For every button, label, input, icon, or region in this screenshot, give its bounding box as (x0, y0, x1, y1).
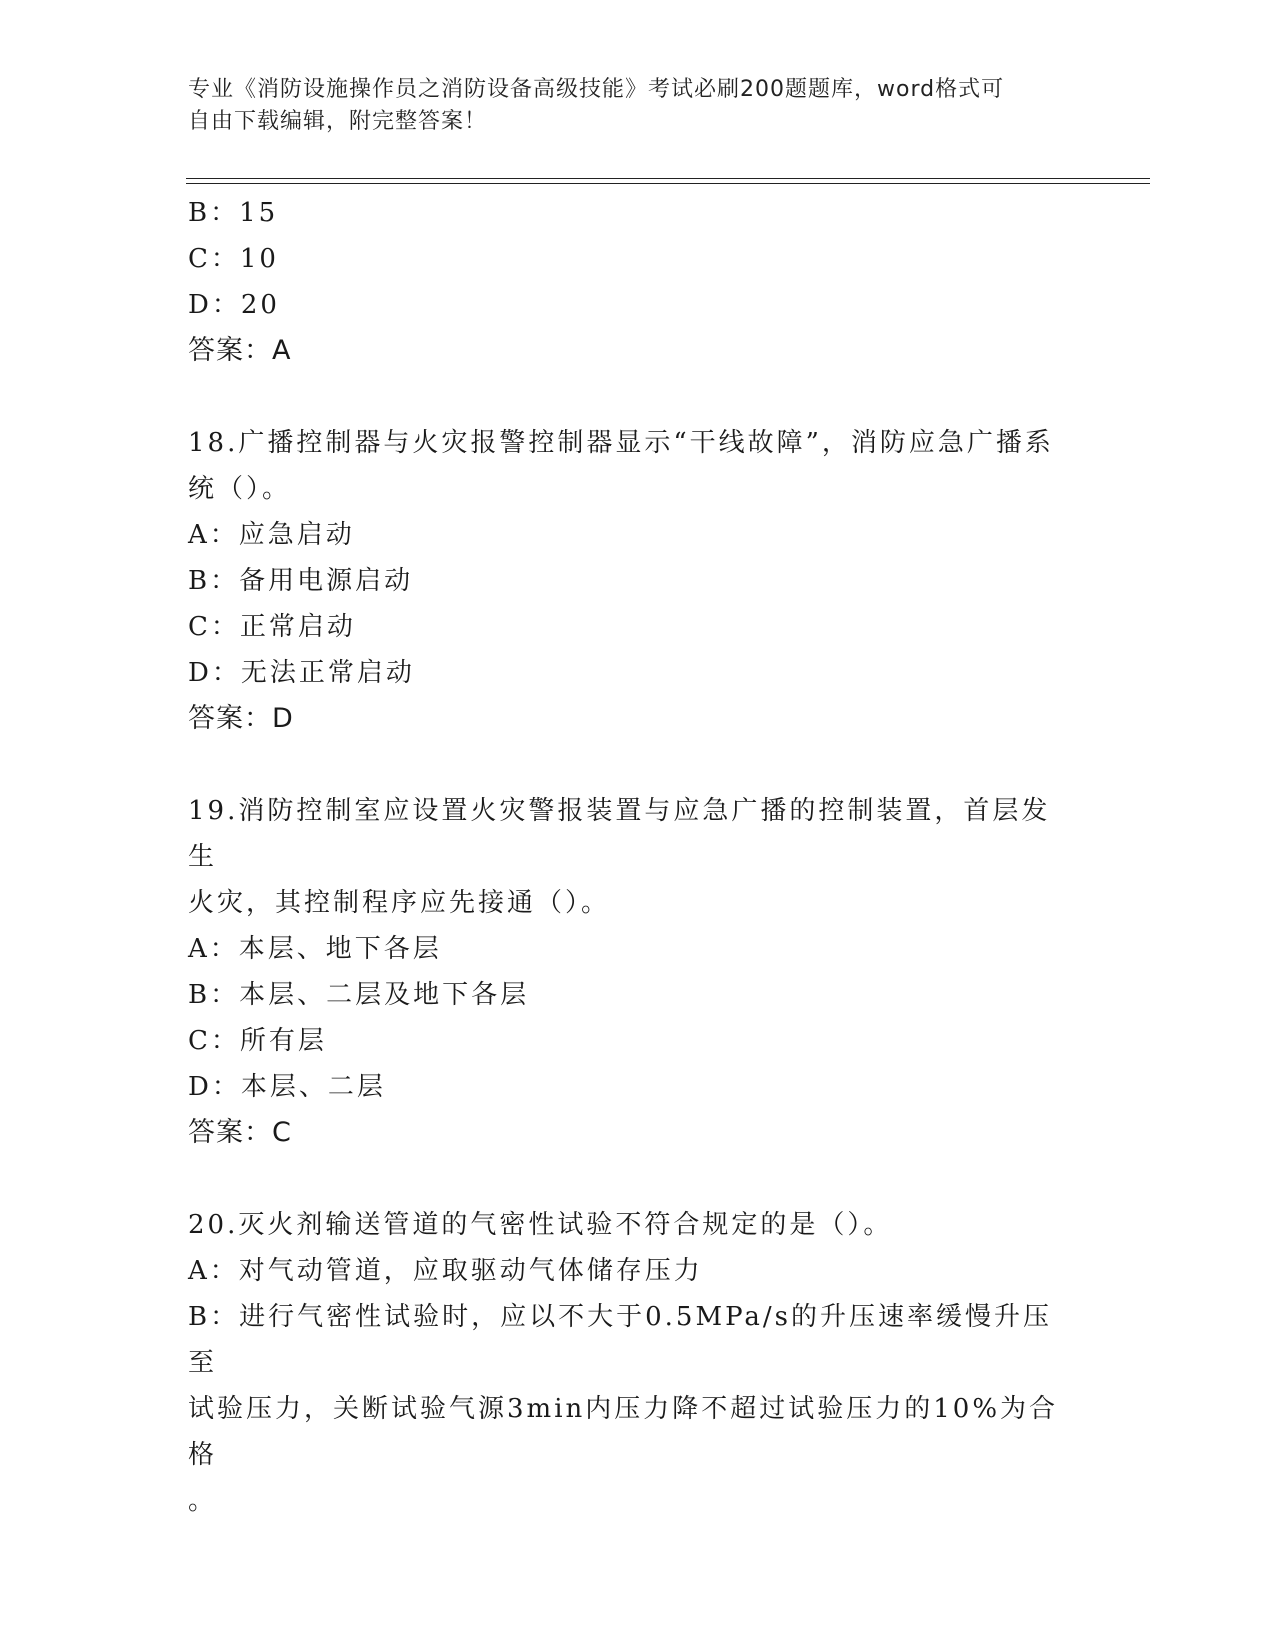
header-divider-bottom (186, 183, 1150, 184)
question-stem-line-2: 统（）。 (188, 474, 292, 504)
question-19 (188, 788, 1068, 1156)
option-a: A：本层、地下各层 (188, 934, 442, 964)
option-a: A：对气动管道，应取驱动气体储存压力 (188, 1256, 703, 1286)
option-d: D：20 (188, 290, 280, 320)
document-header (188, 74, 1068, 138)
option-c: C：10 (188, 244, 279, 274)
document-body (188, 190, 1068, 1524)
option-a: A：应急启动 (188, 520, 355, 550)
previous-question-block (188, 190, 1068, 374)
option-d: D：无法正常启动 (188, 658, 415, 688)
answer-line: 答案：A (188, 335, 292, 366)
question-stem-line-2: 火灾，其控制程序应先接通（）。 (188, 888, 611, 918)
option-b: B：本层、二层及地下各层 (188, 980, 530, 1010)
option-b: B：备用电源启动 (188, 566, 414, 596)
spacer (188, 374, 1068, 420)
question-stem-line-1: 20.灭火剂输送管道的气密性试验不符合规定的是（）。 (188, 1210, 893, 1240)
header-line-2: 自由下载编辑，附完整答案！ (188, 109, 488, 134)
spacer (188, 742, 1068, 788)
option-b-line-3: 。 (188, 1486, 218, 1516)
option-b: B：15 (188, 198, 279, 228)
answer-line: 答案：C (188, 1117, 292, 1148)
spacer (188, 1156, 1068, 1202)
option-c: C：所有层 (188, 1026, 327, 1056)
header-divider-top (186, 178, 1150, 179)
question-20 (188, 1202, 1068, 1524)
option-b-line-2: 试验压力，关断试验气源3min内压力降不超过试验压力的10%为合格 (188, 1394, 1059, 1470)
question-18 (188, 420, 1068, 742)
question-stem-line-1: 18.广播控制器与火灾报警控制器显示“干线故障”，消防应急广播系 (188, 428, 1054, 458)
header-line-1: 专业《消防设施操作员之消防设备高级技能》考试必刷200题题库，word格式可 (188, 77, 1005, 102)
option-d: D：本层、二层 (188, 1072, 386, 1102)
question-stem-line-1: 19.消防控制室应设置火灾警报装置与应急广播的控制装置，首层发生 (188, 796, 1051, 872)
answer-line: 答案：D (188, 703, 294, 734)
option-c: C：正常启动 (188, 612, 356, 642)
option-b-line-1: B：进行气密性试验时，应以不大于0.5MPa/s的升压速率缓慢升压至 (188, 1302, 1053, 1378)
